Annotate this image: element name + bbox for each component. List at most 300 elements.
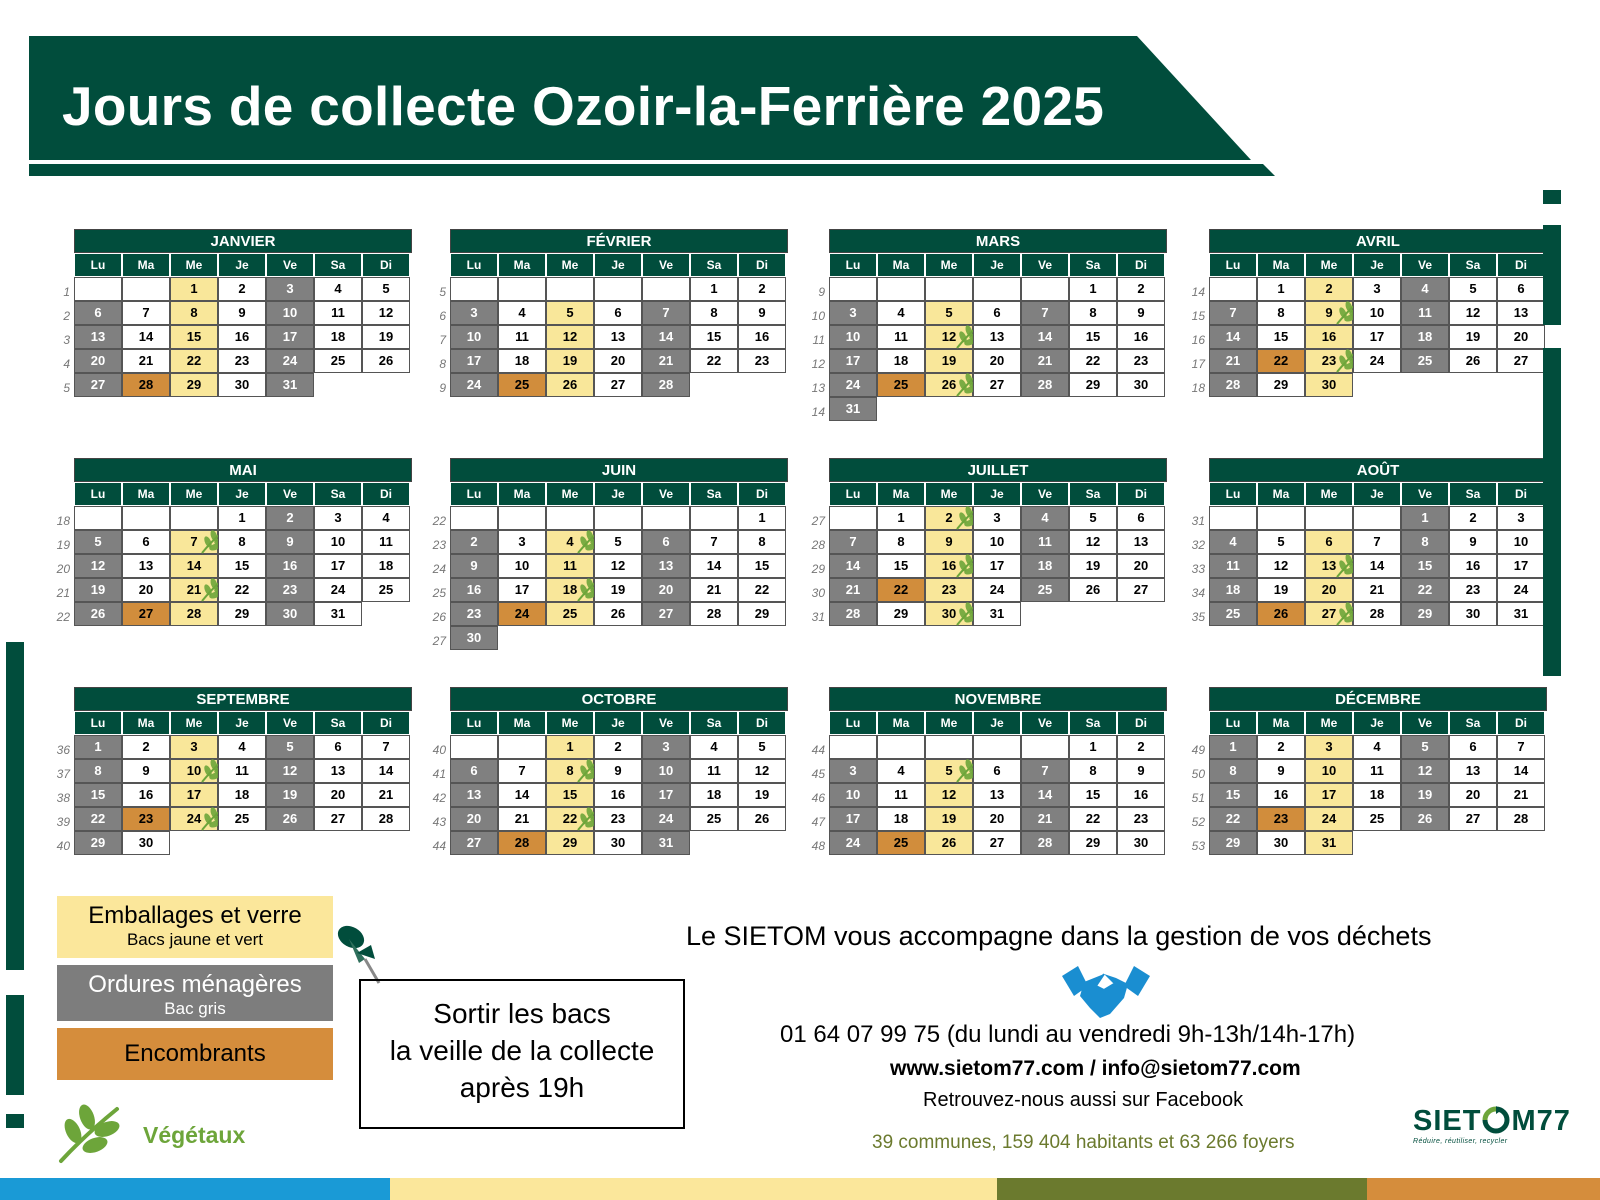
empty-day-cell — [362, 373, 410, 397]
empty-day-cell — [925, 735, 973, 759]
day-cell: 16 — [925, 554, 973, 578]
week-number: 36 — [56, 743, 70, 757]
day-cell: 24 — [314, 578, 362, 602]
weekday-label: Me — [546, 711, 594, 735]
legend-yellow-label: Emballages et verre — [88, 902, 302, 929]
weekday-label: Sa — [1449, 711, 1497, 735]
week-row — [439, 349, 788, 373]
day-cell: 5 — [74, 530, 122, 554]
day-cell: 13 — [122, 554, 170, 578]
weekday-label: Di — [1497, 711, 1545, 735]
day-cell: 13 — [1305, 554, 1353, 578]
day-cell: 24 — [170, 807, 218, 831]
day-cell: 8 — [218, 530, 266, 554]
week-row — [811, 783, 1167, 807]
empty-day-cell — [1449, 831, 1497, 855]
weekday-label: Ve — [642, 482, 690, 506]
day-cell: 18 — [1353, 783, 1401, 807]
day-cell: 19 — [925, 807, 973, 831]
day-cell: 15 — [1209, 783, 1257, 807]
empty-day-cell — [122, 506, 170, 530]
weekday-label: Ve — [266, 253, 314, 277]
empty-day-cell — [738, 626, 786, 650]
week-row — [439, 277, 788, 301]
weekday-label: Ve — [1401, 482, 1449, 506]
day-cell: 31 — [973, 602, 1021, 626]
day-cell: 5 — [1401, 735, 1449, 759]
empty-day-cell — [829, 735, 877, 759]
day-cell: 3 — [450, 301, 498, 325]
day-cell: 12 — [362, 301, 410, 325]
day-cell: 28 — [829, 602, 877, 626]
day-cell: 24 — [1497, 578, 1545, 602]
day-cell: 5 — [738, 735, 786, 759]
legend-leaf-label: Végétaux — [143, 1122, 246, 1148]
day-cell: 6 — [450, 759, 498, 783]
day-cell: 30 — [1117, 373, 1165, 397]
empty-day-cell — [498, 277, 546, 301]
empty-day-cell — [170, 831, 218, 855]
day-cell: 26 — [266, 807, 314, 831]
day-cell: 13 — [314, 759, 362, 783]
day-cell: 30 — [1305, 373, 1353, 397]
week-row — [56, 759, 412, 783]
info-web[interactable]: www.sietom77.com / info@sietom77.com — [890, 1057, 1301, 1080]
day-cell: 1 — [1209, 735, 1257, 759]
day-cell: 6 — [973, 759, 1021, 783]
day-cell: 2 — [450, 530, 498, 554]
empty-day-cell — [498, 626, 546, 650]
week-row — [63, 349, 412, 373]
title-underline — [29, 164, 1275, 176]
empty-day-cell — [1353, 373, 1401, 397]
empty-day-cell — [738, 373, 786, 397]
week-row — [1191, 783, 1547, 807]
day-cell: 15 — [1069, 783, 1117, 807]
day-cell: 13 — [594, 325, 642, 349]
day-cell: 12 — [925, 783, 973, 807]
weekday-label: Je — [218, 253, 266, 277]
day-cell: 7 — [829, 530, 877, 554]
day-cell: 20 — [450, 807, 498, 831]
week-number: 7 — [439, 333, 446, 347]
empty-day-cell — [877, 735, 925, 759]
day-cell: 10 — [266, 301, 314, 325]
empty-day-cell — [1069, 602, 1117, 626]
month-title: FÉVRIER — [450, 229, 788, 253]
day-cell: 5 — [594, 530, 642, 554]
weekday-label: Di — [738, 482, 786, 506]
empty-day-cell — [594, 506, 642, 530]
weekday-label: Di — [362, 482, 410, 506]
day-cell: 12 — [594, 554, 642, 578]
day-cell: 11 — [218, 759, 266, 783]
side-bar — [6, 995, 24, 1095]
day-cell: 7 — [122, 301, 170, 325]
weekday-label: Me — [925, 482, 973, 506]
day-cell: 27 — [594, 373, 642, 397]
day-cell: 24 — [973, 578, 1021, 602]
day-cell: 11 — [1021, 530, 1069, 554]
week-number: 17 — [1191, 357, 1205, 371]
day-cell: 26 — [925, 831, 973, 855]
day-cell: 27 — [1305, 602, 1353, 626]
day-cell: 15 — [546, 783, 594, 807]
day-cell: 6 — [594, 301, 642, 325]
day-cell: 6 — [1449, 735, 1497, 759]
day-cell: 26 — [925, 373, 973, 397]
day-cell: 21 — [1353, 578, 1401, 602]
day-cell: 4 — [314, 277, 362, 301]
weekday-label: Sa — [314, 253, 362, 277]
weekday-label: Ma — [877, 711, 925, 735]
weekday-label: Lu — [829, 711, 877, 735]
day-cell: 5 — [546, 301, 594, 325]
day-cell: 30 — [450, 626, 498, 650]
day-cell: 25 — [218, 807, 266, 831]
day-cell: 23 — [1257, 807, 1305, 831]
info-stats: 39 communes, 159 404 habitants et 63 266 foyers — [872, 1132, 1295, 1153]
day-cell: 9 — [925, 530, 973, 554]
day-cell: 12 — [925, 325, 973, 349]
day-cell: 13 — [74, 325, 122, 349]
day-cell: 27 — [450, 831, 498, 855]
day-cell: 28 — [1021, 831, 1069, 855]
day-cell: 17 — [450, 349, 498, 373]
day-cell: 16 — [266, 554, 314, 578]
month-calendar — [432, 458, 788, 650]
empty-day-cell — [877, 277, 925, 301]
month-calendar — [63, 229, 412, 397]
day-cell: 26 — [546, 373, 594, 397]
day-cell: 21 — [1209, 349, 1257, 373]
day-cell: 23 — [218, 349, 266, 373]
weekday-label: Lu — [450, 253, 498, 277]
day-cell: 20 — [973, 807, 1021, 831]
day-cell: 3 — [314, 506, 362, 530]
day-cell: 14 — [1021, 783, 1069, 807]
weekday-label: Ve — [1021, 482, 1069, 506]
day-cell: 2 — [594, 735, 642, 759]
weekday-label: Di — [362, 253, 410, 277]
week-row — [432, 530, 788, 554]
weekday-label: Ve — [642, 711, 690, 735]
weekday-label: Je — [973, 253, 1021, 277]
week-row — [432, 807, 788, 831]
day-cell: 28 — [362, 807, 410, 831]
day-cell: 22 — [738, 578, 786, 602]
day-cell: 4 — [218, 735, 266, 759]
day-cell: 14 — [690, 554, 738, 578]
day-cell: 9 — [594, 759, 642, 783]
week-number: 2 — [63, 309, 70, 323]
weekday-label: Me — [1305, 711, 1353, 735]
week-row — [63, 325, 412, 349]
day-cell: 18 — [1401, 325, 1449, 349]
day-cell: 11 — [314, 301, 362, 325]
day-cell: 4 — [1353, 735, 1401, 759]
bottom-strip-green — [997, 1178, 1367, 1200]
weekday-label: Ma — [498, 253, 546, 277]
day-cell: 27 — [973, 831, 1021, 855]
weekday-label: Di — [1497, 482, 1545, 506]
empty-day-cell — [829, 277, 877, 301]
day-cell: 14 — [1497, 759, 1545, 783]
week-number: 6 — [439, 309, 446, 323]
day-cell: 11 — [546, 554, 594, 578]
week-row — [811, 530, 1167, 554]
day-cell: 17 — [170, 783, 218, 807]
side-bar — [1543, 225, 1561, 325]
day-cell: 6 — [1497, 277, 1545, 301]
weekday-label: Di — [738, 711, 786, 735]
week-number: 44 — [432, 839, 446, 853]
empty-day-cell — [546, 626, 594, 650]
day-cell: 3 — [973, 506, 1021, 530]
weekday-label: Lu — [450, 482, 498, 506]
day-cell: 22 — [1069, 349, 1117, 373]
week-number: 35 — [1191, 610, 1205, 624]
day-cell: 21 — [1021, 349, 1069, 373]
day-cell: 6 — [642, 530, 690, 554]
week-number: 21 — [56, 586, 70, 600]
day-cell: 5 — [1449, 277, 1497, 301]
sietom-logo — [1413, 1105, 1589, 1145]
sortir-line-2: la veille de la collecte — [389, 1035, 655, 1066]
day-cell: 3 — [829, 301, 877, 325]
weekday-label: Di — [1117, 711, 1165, 735]
day-cell: 22 — [1209, 807, 1257, 831]
legend-grey-label: Ordures ménagères — [88, 971, 302, 998]
weekday-label: Me — [925, 711, 973, 735]
day-cell: 17 — [1497, 554, 1545, 578]
side-bar — [6, 642, 24, 970]
empty-day-cell — [1497, 831, 1545, 855]
empty-day-cell — [1021, 397, 1069, 421]
week-number: 52 — [1191, 815, 1205, 829]
day-cell: 12 — [738, 759, 786, 783]
week-number: 9 — [818, 285, 825, 299]
empty-day-cell — [1117, 602, 1165, 626]
day-cell: 25 — [1353, 807, 1401, 831]
day-cell: 7 — [642, 301, 690, 325]
week-number: 18 — [1191, 381, 1205, 395]
empty-day-cell — [314, 831, 362, 855]
empty-day-cell — [738, 831, 786, 855]
day-cell: 27 — [1117, 578, 1165, 602]
day-cell: 1 — [1069, 277, 1117, 301]
week-row — [432, 783, 788, 807]
day-cell: 20 — [642, 578, 690, 602]
day-cell: 22 — [877, 578, 925, 602]
day-cell: 2 — [122, 735, 170, 759]
day-cell: 29 — [1069, 831, 1117, 855]
empty-day-cell — [1401, 373, 1449, 397]
empty-day-cell — [594, 277, 642, 301]
day-cell: 11 — [498, 325, 546, 349]
weekday-label: Ma — [122, 711, 170, 735]
empty-day-cell — [642, 506, 690, 530]
weekday-label: Lu — [450, 711, 498, 735]
day-cell: 10 — [829, 783, 877, 807]
empty-day-cell — [1069, 397, 1117, 421]
week-number: 32 — [1191, 538, 1205, 552]
day-cell: 27 — [1497, 349, 1545, 373]
day-cell: 1 — [218, 506, 266, 530]
day-cell: 4 — [498, 301, 546, 325]
weekday-header-row — [829, 253, 1167, 277]
month-title: SEPTEMBRE — [74, 687, 412, 711]
week-number: 22 — [432, 514, 446, 528]
month-title: DÉCEMBRE — [1209, 687, 1547, 711]
week-row — [1191, 277, 1547, 301]
week-row — [432, 506, 788, 530]
day-cell: 18 — [1209, 578, 1257, 602]
day-cell: 13 — [450, 783, 498, 807]
week-number: 42 — [432, 791, 446, 805]
day-cell: 28 — [642, 373, 690, 397]
day-cell: 9 — [1305, 301, 1353, 325]
day-cell: 6 — [1117, 506, 1165, 530]
weekday-label: Je — [1353, 253, 1401, 277]
day-cell: 21 — [642, 349, 690, 373]
side-bar — [1543, 190, 1561, 204]
day-cell: 13 — [1497, 301, 1545, 325]
week-number: 34 — [1191, 586, 1205, 600]
day-cell: 31 — [1305, 831, 1353, 855]
week-number: 15 — [1191, 309, 1205, 323]
empty-day-cell — [1305, 506, 1353, 530]
day-cell: 4 — [877, 759, 925, 783]
page-title: Jours de collecte Ozoir-la-Ferrière 2025 — [62, 75, 1105, 137]
month-calendar — [811, 458, 1167, 626]
week-row — [1191, 807, 1547, 831]
day-cell: 10 — [973, 530, 1021, 554]
day-cell: 15 — [1401, 554, 1449, 578]
week-row — [63, 301, 412, 325]
day-cell: 25 — [690, 807, 738, 831]
day-cell: 14 — [170, 554, 218, 578]
week-number: 37 — [56, 767, 70, 781]
day-cell: 17 — [1353, 325, 1401, 349]
week-row — [1191, 325, 1547, 349]
day-cell: 18 — [362, 554, 410, 578]
day-cell: 18 — [218, 783, 266, 807]
week-row — [56, 831, 412, 855]
day-cell: 17 — [829, 807, 877, 831]
day-cell: 23 — [1117, 349, 1165, 373]
day-cell: 31 — [1497, 602, 1545, 626]
legend-grey — [57, 965, 333, 1021]
recycle-icon — [1481, 1106, 1511, 1134]
day-cell: 23 — [925, 578, 973, 602]
day-cell: 19 — [1069, 554, 1117, 578]
day-cell: 29 — [1401, 602, 1449, 626]
empty-day-cell — [690, 831, 738, 855]
day-cell: 25 — [1209, 602, 1257, 626]
day-cell: 2 — [738, 277, 786, 301]
empty-day-cell — [1021, 277, 1069, 301]
empty-day-cell — [218, 831, 266, 855]
day-cell: 9 — [122, 759, 170, 783]
day-cell: 6 — [1305, 530, 1353, 554]
day-cell: 12 — [74, 554, 122, 578]
day-cell: 13 — [642, 554, 690, 578]
week-number: 41 — [432, 767, 446, 781]
day-cell: 28 — [1353, 602, 1401, 626]
day-cell: 20 — [122, 578, 170, 602]
empty-day-cell — [122, 277, 170, 301]
sortir-box — [359, 979, 685, 1129]
empty-day-cell — [498, 735, 546, 759]
weekday-label: Je — [973, 482, 1021, 506]
leaf-icon — [55, 1103, 125, 1165]
day-cell: 14 — [829, 554, 877, 578]
day-cell: 18 — [877, 807, 925, 831]
weekday-label: Ma — [1257, 711, 1305, 735]
day-cell: 28 — [1021, 373, 1069, 397]
day-cell: 17 — [829, 349, 877, 373]
empty-day-cell — [690, 626, 738, 650]
week-number: 14 — [811, 405, 825, 419]
empty-day-cell — [1353, 831, 1401, 855]
month-calendar — [439, 229, 788, 397]
weekday-label: Je — [973, 711, 1021, 735]
week-row — [56, 735, 412, 759]
day-cell: 3 — [266, 277, 314, 301]
legend-orange-label: Encombrants — [124, 1040, 266, 1067]
weekday-label: Ma — [1257, 482, 1305, 506]
weekday-label: Sa — [314, 482, 362, 506]
empty-day-cell — [1257, 506, 1305, 530]
weekday-label: Lu — [1209, 711, 1257, 735]
day-cell: 25 — [877, 831, 925, 855]
day-cell: 19 — [1257, 578, 1305, 602]
week-row — [56, 554, 412, 578]
day-cell: 5 — [925, 759, 973, 783]
day-cell: 18 — [546, 578, 594, 602]
month-calendar — [811, 687, 1167, 855]
day-cell: 19 — [1401, 783, 1449, 807]
day-cell: 14 — [362, 759, 410, 783]
day-cell: 17 — [1305, 783, 1353, 807]
day-cell: 8 — [1209, 759, 1257, 783]
day-cell: 28 — [1209, 373, 1257, 397]
week-row — [811, 397, 1167, 421]
week-number: 46 — [811, 791, 825, 805]
month-title: OCTOBRE — [450, 687, 788, 711]
week-number: 18 — [56, 514, 70, 528]
empty-day-cell — [690, 506, 738, 530]
empty-day-cell — [1353, 506, 1401, 530]
day-cell: 27 — [642, 602, 690, 626]
empty-day-cell — [170, 506, 218, 530]
week-number: 5 — [439, 285, 446, 299]
week-row — [1191, 301, 1547, 325]
week-number: 39 — [56, 815, 70, 829]
week-row — [1191, 578, 1547, 602]
day-cell: 7 — [690, 530, 738, 554]
month-title: JANVIER — [74, 229, 412, 253]
day-cell: 12 — [266, 759, 314, 783]
day-cell: 24 — [450, 373, 498, 397]
day-cell: 30 — [1257, 831, 1305, 855]
bottom-strip-yellow — [390, 1178, 997, 1200]
day-cell: 29 — [738, 602, 786, 626]
week-number: 13 — [811, 381, 825, 395]
day-cell: 7 — [1209, 301, 1257, 325]
day-cell: 18 — [690, 783, 738, 807]
